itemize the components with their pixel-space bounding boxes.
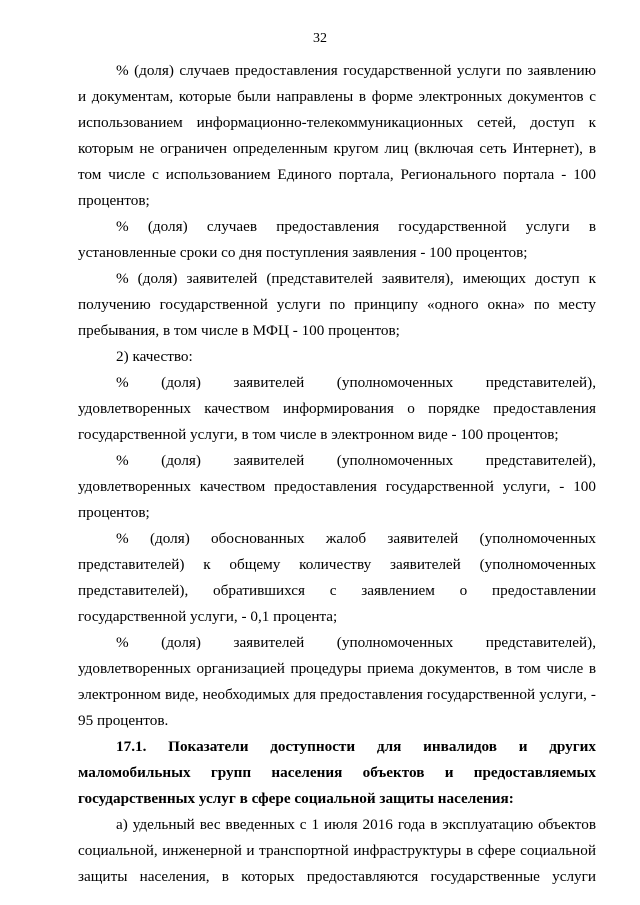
section-heading-17-1: 17.1. Показатели доступности для инвалидов и других маломобильных групп населения объектов и предоставляемых государственных услуг в сфере социальной защиты населения: <box>78 738 596 807</box>
paragraph-one-window: % (доля) заявителей (представителей заявителя), имеющих доступ к получению государственной услуги по принципу «одного окна» по месту пребывания, в том числе в МФЦ - 100 процентов; <box>78 270 596 339</box>
paragraph-service-quality: % (доля) заявителей (уполномоченных представителей), удовлетворенных качеством предоставления государственной услуги, - 100 процентов; <box>78 452 596 521</box>
paragraph-quality: 2) качество: <box>116 348 193 365</box>
paragraph-accessibility-share: а) удельный вес введенных с 1 июля 2016 года в эксплуатацию объектов социальной, инженерной и транспортной инфраструктуры в сфере социальной защиты населения, в которых предоставляются государственные услуги <box>78 816 596 885</box>
paragraph-informing-quality: % (доля) заявителей (уполномоченных представителей), удовлетворенных качеством информирования о порядке предоставления государственной услуги, в том числе в электронном виде - 100 процентов; <box>78 374 596 443</box>
paragraph-document-reception: % (доля) заявителей (уполномоченных представителей), удовлетворенных организацией процедуры приема документов, в том числе в электронном виде, необходимых для предоставления государственной услуги, - 95 процентов. <box>78 634 596 729</box>
page-number: 32 <box>313 31 327 46</box>
document-body <box>78 58 596 890</box>
paragraph-complaints: % (доля) обоснованных жалоб заявителей (уполномоченных представителей) к общему количеству заявителей (уполномоченных представителей), обратившихся с заявлением о предоставлении государственной услуги, - 0,1 процента; <box>78 530 596 625</box>
paragraph-electronic-documents: % (доля) случаев предоставления государственной услуги по заявлению и документам, которые были направлены в форме электронных документов с использованием информационно-телекоммуникационных сетей, доступ к которым не ограничен определенным кругом лиц (включая сеть Интернет), в том числе с использованием Единого портала, Регионального портала - 100 процентов; <box>78 62 596 209</box>
paragraph-deadlines: % (доля) случаев предоставления государственной услуги в установленные сроки со дня поступления заявления - 100 процентов; <box>78 218 596 261</box>
